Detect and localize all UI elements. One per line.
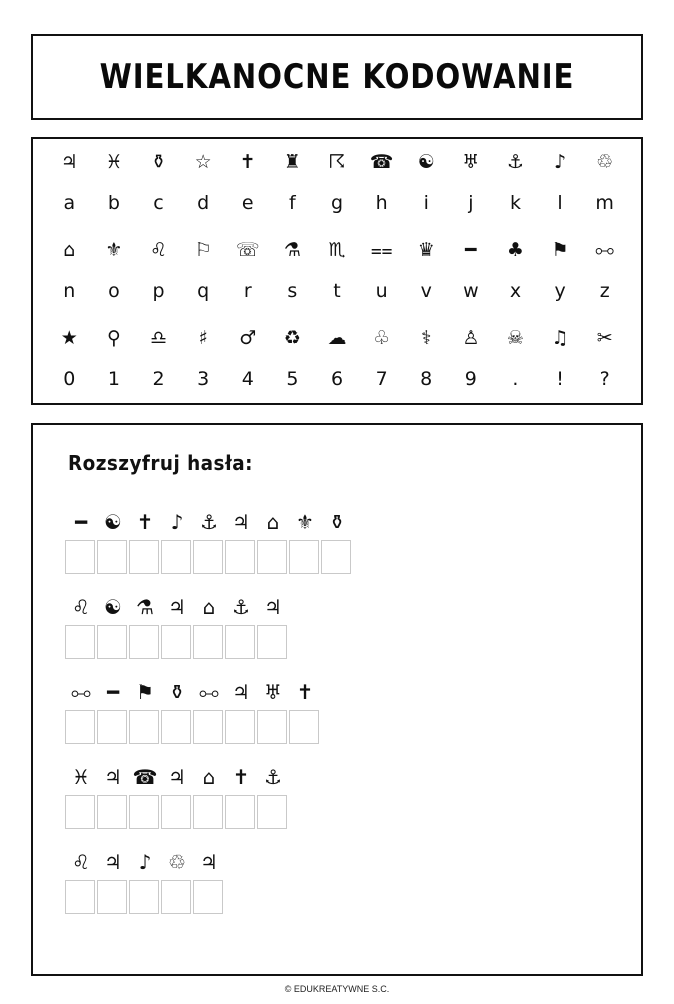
key-character: a	[63, 192, 76, 214]
key-character: l	[557, 192, 563, 214]
cipher-symbol-icon: ♓	[105, 151, 123, 173]
puzzle-symbol-icon: ♃	[232, 680, 250, 704]
answer-boxes	[65, 795, 289, 829]
puzzle-symbol-icon: ♃	[232, 510, 250, 534]
cipher-symbol-icon: ⚓	[506, 151, 524, 173]
key-cell-4	[225, 323, 270, 393]
key-cell-o	[92, 235, 137, 305]
puzzle-symbol-icon: ⚜	[296, 510, 314, 534]
cipher-symbol-icon: ☆	[194, 151, 212, 173]
cipher-symbol-icon: ♧	[373, 327, 391, 349]
answer-letter-box[interactable]	[193, 710, 223, 744]
answer-letter-box[interactable]	[289, 710, 319, 744]
puzzle-symbol-icon: ♌	[72, 850, 90, 874]
key-character: 8	[420, 368, 433, 390]
cipher-symbol-icon: ☈	[328, 151, 346, 173]
key-cell-l	[538, 147, 583, 217]
key-cell-2	[136, 323, 181, 393]
cipher-symbol-icon: ♌	[150, 239, 168, 261]
key-character: n	[63, 280, 76, 302]
cipher-symbol-icon: ♣	[506, 239, 524, 261]
puzzle	[65, 507, 353, 574]
cipher-symbol-icon: ♻	[283, 327, 301, 349]
puzzle-symbol-icon: ♅	[264, 680, 282, 704]
key-cell-m	[582, 147, 627, 217]
key-cell-x	[493, 235, 538, 305]
key-cell-8	[404, 323, 449, 393]
answer-letter-box[interactable]	[161, 540, 191, 574]
key-cell-!	[538, 323, 583, 393]
key-cell-6	[315, 323, 360, 393]
puzzle-symbol-icon: ♃	[168, 595, 186, 619]
cipher-symbol-icon: ♜	[283, 151, 301, 173]
puzzle-symbol-icon: ━	[74, 510, 88, 534]
key-cell-1	[92, 323, 137, 393]
cipher-symbol-icon: ✝	[239, 151, 256, 173]
puzzle-symbol-icon: ♪	[138, 850, 152, 874]
puzzle-symbol-icon: ✝	[296, 680, 314, 704]
puzzle-symbol-icon: ⚓	[200, 510, 218, 534]
puzzle-symbol-icon: ♲	[168, 850, 186, 874]
answer-letter-box[interactable]	[97, 540, 127, 574]
cipher-symbol-icon: ⚗	[283, 239, 301, 261]
cipher-symbol-icon: ☯	[417, 151, 435, 173]
cipher-symbol-icon: ♫	[551, 327, 569, 349]
answer-letter-box[interactable]	[257, 795, 287, 829]
key-cell-h	[359, 147, 404, 217]
key-cell-a	[47, 147, 92, 217]
puzzle-symbol-icon: ✝	[232, 765, 250, 789]
cipher-symbol-icon: ☠	[506, 327, 524, 349]
key-character: 3	[197, 368, 210, 390]
cipher-symbol-icon: ♛	[417, 239, 435, 261]
answer-letter-box[interactable]	[65, 540, 95, 574]
cipher-symbol-icon: ⌂	[63, 239, 76, 261]
key-cell-z	[582, 235, 627, 305]
key-cell-s	[270, 235, 315, 305]
key-character: i	[423, 192, 429, 214]
key-cell-3	[181, 323, 226, 393]
key-character: ?	[599, 368, 610, 390]
cipher-symbol-icon: ⩵	[370, 239, 393, 261]
key-cell-d	[181, 147, 226, 217]
puzzle-symbol-icon: ⚗	[136, 595, 154, 619]
puzzle-symbol-icon: ☎	[132, 765, 158, 789]
puzzle-symbol-icon: ⌂	[266, 510, 280, 534]
puzzle-symbol-icon: ⧟	[199, 680, 219, 704]
answer-letter-box[interactable]	[161, 880, 191, 914]
key-character: f	[289, 192, 296, 214]
cipher-symbol-icon: ⧟	[595, 239, 615, 261]
key-character: 7	[375, 368, 388, 390]
key-character: m	[595, 192, 614, 214]
key-cell-v	[404, 235, 449, 305]
key-character: 9	[464, 368, 477, 390]
answer-letter-box[interactable]	[225, 625, 255, 659]
cipher-key-box	[31, 137, 643, 405]
key-cell-7	[359, 323, 404, 393]
task-heading: Rozszyfruj hasła:	[68, 451, 253, 475]
key-cell-c	[136, 147, 181, 217]
answer-boxes	[65, 540, 353, 574]
puzzle-symbol-icon: ♃	[104, 765, 122, 789]
answer-letter-box[interactable]	[193, 880, 223, 914]
answer-letter-box[interactable]	[321, 540, 351, 574]
key-cell-t	[315, 235, 360, 305]
puzzle	[65, 762, 289, 829]
puzzle-symbol-icon: ☯	[104, 595, 122, 619]
key-character: x	[509, 280, 522, 302]
key-character: c	[153, 192, 164, 214]
answer-letter-box[interactable]	[65, 710, 95, 744]
puzzle-symbol-icon: ☯	[104, 510, 122, 534]
cipher-symbol-icon: ☏	[235, 239, 260, 261]
answer-letter-box[interactable]	[97, 795, 127, 829]
key-character: r	[243, 280, 252, 302]
answer-letter-box[interactable]	[193, 625, 223, 659]
puzzle-symbol-icon: ♃	[104, 850, 122, 874]
answer-letter-box[interactable]	[129, 710, 159, 744]
key-character: p	[152, 280, 165, 302]
cipher-symbol-icon: ☁	[327, 327, 347, 349]
key-character: 5	[286, 368, 299, 390]
cipher-symbol-icon: ⚕	[421, 327, 432, 349]
key-cell-9	[449, 323, 494, 393]
answer-boxes	[65, 625, 289, 659]
key-character: s	[287, 280, 298, 302]
key-cell-r	[225, 235, 270, 305]
cipher-symbol-icon: ♂	[239, 327, 257, 349]
puzzle-symbol-icon: ✝	[136, 510, 154, 534]
key-cell-?	[582, 323, 627, 393]
cipher-symbol-icon: ★	[60, 327, 78, 349]
puzzle-symbols	[65, 677, 321, 707]
answer-letter-box[interactable]	[161, 795, 191, 829]
puzzle-symbol-icon: ⌂	[202, 595, 216, 619]
key-character: v	[420, 280, 432, 302]
task-box	[31, 423, 643, 976]
key-cell-b	[92, 147, 137, 217]
key-character: g	[330, 192, 344, 214]
key-character: .	[512, 368, 519, 390]
key-character: e	[241, 192, 254, 214]
answer-letter-box[interactable]	[225, 710, 255, 744]
cipher-symbol-icon: ⚑	[551, 239, 569, 261]
key-character: q	[197, 280, 210, 302]
key-character: d	[197, 192, 210, 214]
answer-letter-box[interactable]	[289, 540, 319, 574]
answer-letter-box[interactable]	[161, 710, 191, 744]
copyright-footer: © EDUKREATYWNE S.C.	[284, 984, 390, 994]
puzzle	[65, 847, 225, 914]
cipher-symbol-icon: ⚲	[106, 327, 121, 349]
cipher-key-row	[47, 235, 627, 305]
cipher-symbol-icon: ♅	[462, 151, 480, 173]
puzzle-symbol-icon: ♪	[170, 510, 184, 534]
answer-letter-box[interactable]	[129, 795, 159, 829]
answer-letter-box[interactable]	[129, 880, 159, 914]
answer-letter-box[interactable]	[257, 710, 287, 744]
puzzle	[65, 592, 289, 659]
key-character: w	[463, 280, 479, 302]
answer-letter-box[interactable]	[193, 540, 223, 574]
cipher-symbol-icon: ✂	[596, 327, 613, 349]
key-character: !	[556, 368, 564, 390]
puzzle-symbol-icon: ⌂	[202, 765, 216, 789]
puzzle-symbol-icon: ⚓	[232, 595, 250, 619]
answer-letter-box[interactable]	[257, 540, 287, 574]
puzzle-symbol-icon: ♌	[72, 595, 90, 619]
key-cell-u	[359, 235, 404, 305]
puzzle	[65, 677, 321, 744]
key-cell-e	[225, 147, 270, 217]
key-character: o	[108, 280, 120, 302]
key-character: b	[107, 192, 120, 214]
cipher-symbol-icon: ♯	[198, 327, 208, 349]
key-character: 2	[152, 368, 165, 390]
puzzle-symbol-icon: ⚱	[328, 510, 346, 534]
cipher-symbol-icon: ⚐	[194, 239, 212, 261]
cipher-symbol-icon: ♙	[462, 327, 480, 349]
key-character: 6	[330, 368, 344, 390]
key-cell-i	[404, 147, 449, 217]
answer-letter-box[interactable]	[193, 795, 223, 829]
key-cell-.	[493, 323, 538, 393]
key-character: 0	[63, 368, 76, 390]
puzzle-symbol-icon: ♃	[264, 595, 282, 619]
answer-letter-box[interactable]	[161, 625, 191, 659]
puzzle-symbol-icon: ⚓	[264, 765, 282, 789]
key-character: t	[333, 280, 341, 302]
key-cell-g	[315, 147, 360, 217]
key-cell-k	[493, 147, 538, 217]
cipher-symbol-icon: ☎	[369, 151, 394, 173]
key-character: y	[554, 280, 566, 302]
answer-letter-box[interactable]	[65, 795, 95, 829]
answer-letter-box[interactable]	[129, 625, 159, 659]
answer-letter-box[interactable]	[97, 710, 127, 744]
key-character: j	[468, 192, 474, 214]
key-cell-0	[47, 323, 92, 393]
puzzle-symbol-icon: ⧟	[71, 680, 91, 704]
answer-boxes	[65, 880, 225, 914]
answer-letter-box[interactable]	[97, 625, 127, 659]
key-cell-p	[136, 235, 181, 305]
answer-letter-box[interactable]	[97, 880, 127, 914]
cipher-symbol-icon: ♎	[150, 327, 168, 349]
answer-letter-box[interactable]	[65, 880, 95, 914]
puzzle-symbol-icon: ♓	[72, 765, 90, 789]
cipher-symbol-icon: ⚜	[105, 239, 123, 261]
puzzle-symbol-icon: ⚱	[168, 680, 186, 704]
key-character: 1	[107, 368, 120, 390]
cipher-symbol-icon: ♏	[328, 239, 346, 261]
cipher-symbol-icon: ♲	[596, 151, 614, 173]
key-cell-q	[181, 235, 226, 305]
key-character: u	[375, 280, 388, 302]
answer-letter-box[interactable]	[225, 795, 255, 829]
answer-letter-box[interactable]	[257, 625, 287, 659]
key-cell-y	[538, 235, 583, 305]
key-character: k	[509, 192, 521, 214]
answer-letter-box[interactable]	[129, 540, 159, 574]
key-character: h	[375, 192, 388, 214]
answer-letter-box[interactable]	[65, 625, 95, 659]
puzzle-symbols	[65, 507, 353, 537]
key-cell-5	[270, 323, 315, 393]
puzzle-symbols	[65, 592, 289, 622]
cipher-symbol-icon: ♃	[60, 151, 78, 173]
puzzle-symbols	[65, 847, 225, 877]
puzzle-symbols	[65, 762, 289, 792]
puzzle-symbol-icon: ⚑	[136, 680, 154, 704]
cipher-symbol-icon: ⚱	[150, 151, 167, 173]
cipher-symbol-icon: ━	[465, 239, 477, 261]
puzzle-symbol-icon: ♃	[168, 765, 186, 789]
cipher-symbol-icon: ♪	[554, 151, 567, 173]
title-box	[31, 34, 643, 120]
puzzle-symbol-icon: ━	[106, 680, 120, 704]
cipher-key-row	[47, 147, 627, 217]
answer-boxes	[65, 710, 321, 744]
key-cell-w	[449, 235, 494, 305]
page-title: WIELKANOCNE KODOWANIE	[99, 57, 575, 97]
key-character: 4	[241, 368, 254, 390]
key-character: z	[599, 280, 610, 302]
key-cell-f	[270, 147, 315, 217]
answer-letter-box[interactable]	[225, 540, 255, 574]
cipher-key-row	[47, 323, 627, 393]
key-cell-n	[47, 235, 92, 305]
puzzle-symbol-icon: ♃	[200, 850, 218, 874]
key-cell-j	[449, 147, 494, 217]
